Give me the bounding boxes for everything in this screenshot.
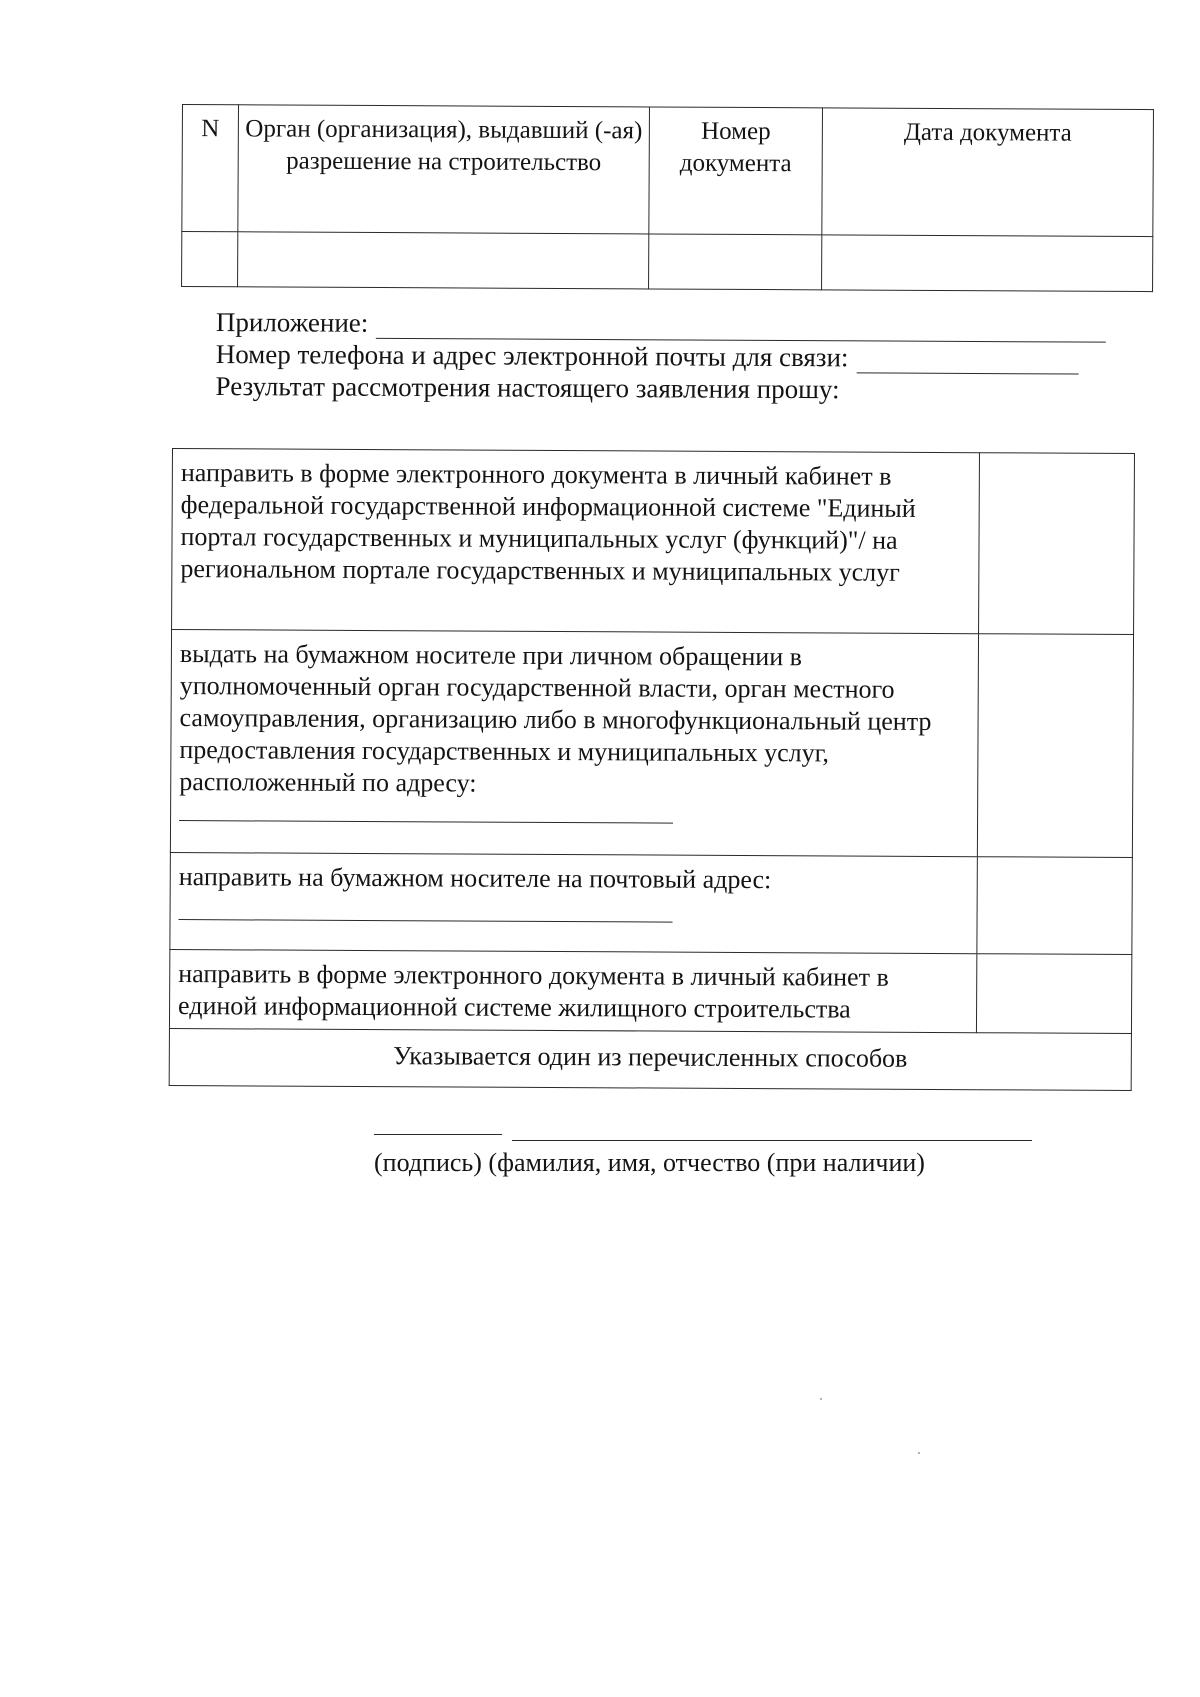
- delivery-note-row: [169, 1028, 1131, 1090]
- cell-issuing-authority[interactable]: [238, 232, 649, 289]
- signature-caption: (подпись) (фамилия, имя, отчество (при наличии): [374, 1148, 925, 1177]
- delivery-option-post-text: направить на бумажном носителе на почтовый адрес:: [178, 862, 772, 895]
- permit-table-header-row: [182, 105, 1154, 237]
- column-header-number: N: [182, 105, 239, 232]
- column-header-document-number: Номер документа: [649, 107, 823, 235]
- signature-field[interactable]: [374, 1122, 502, 1135]
- delivery-option-eisgs-checkbox[interactable]: [976, 954, 1131, 1034]
- cell-number[interactable]: [182, 232, 238, 287]
- delivery-option-row: [170, 630, 1133, 858]
- attachment-field[interactable]: [376, 314, 1106, 343]
- column-header-issuing-authority: Орган (организация), выдавший (-ая) разрешение на строительство: [238, 105, 650, 234]
- delivery-option-post-checkbox[interactable]: [977, 857, 1133, 955]
- form-fields: [215, 306, 1135, 407]
- delivery-option-in-person-cell: [170, 630, 978, 857]
- scan-speck: [918, 1452, 920, 1454]
- delivery-option-epgu-checkbox[interactable]: [979, 453, 1135, 635]
- in-person-address-field[interactable]: [179, 820, 673, 824]
- delivery-option-in-person-checkbox[interactable]: [977, 634, 1133, 858]
- delivery-option-in-person-text: выдать на бумажном носителе при личном обращении в уполномоченный орган государственной власти, орган местного самоуправления, организацию либо в многофункциональный центр предоставления государственных и муниципальных услуг, расположенный по адресу:: [179, 639, 932, 798]
- full-name-field[interactable]: [512, 1122, 1032, 1141]
- permit-table: [181, 104, 1154, 292]
- delivery-note: Указывается один из перечисленных способов: [169, 1028, 1131, 1090]
- result-label: Результат рассмотрения настоящего заявления прошу:: [215, 370, 840, 405]
- column-header-document-date: Дата документа: [822, 108, 1154, 237]
- signature-block: [374, 1122, 1032, 1179]
- contact-label: Номер телефона и адрес электронной почты для связи:: [215, 338, 849, 373]
- contact-field[interactable]: [856, 348, 1078, 374]
- delivery-option-row: [169, 949, 1131, 1033]
- delivery-option-post-cell: [170, 852, 977, 953]
- delivery-options-table: [169, 448, 1135, 1091]
- attachment-line: [216, 306, 1136, 343]
- cell-document-number[interactable]: [649, 234, 822, 290]
- cell-document-date[interactable]: [822, 235, 1153, 292]
- result-line: [215, 370, 1135, 407]
- table-row: [182, 232, 1153, 292]
- contact-line: [216, 338, 1136, 375]
- delivery-option-row: [170, 852, 1132, 954]
- postal-address-field[interactable]: [179, 919, 673, 923]
- signature-lines: [374, 1122, 1032, 1141]
- delivery-option-eisgs-text: направить в форме электронного документа в личный кабинет в единой информационной системе жилищного строительства: [169, 949, 976, 1032]
- delivery-option-epgu-text: направить в форме электронного документа в личный кабинет в федеральной государственной информационной системе "Единый портал государственных и муниципальных услуг (функций)"/ на региональном портале государственных и муниципальных услуг: [172, 449, 980, 634]
- scan-speck: [820, 1398, 822, 1400]
- attachment-label: Приложение:: [215, 307, 369, 338]
- delivery-option-row: [172, 449, 1135, 635]
